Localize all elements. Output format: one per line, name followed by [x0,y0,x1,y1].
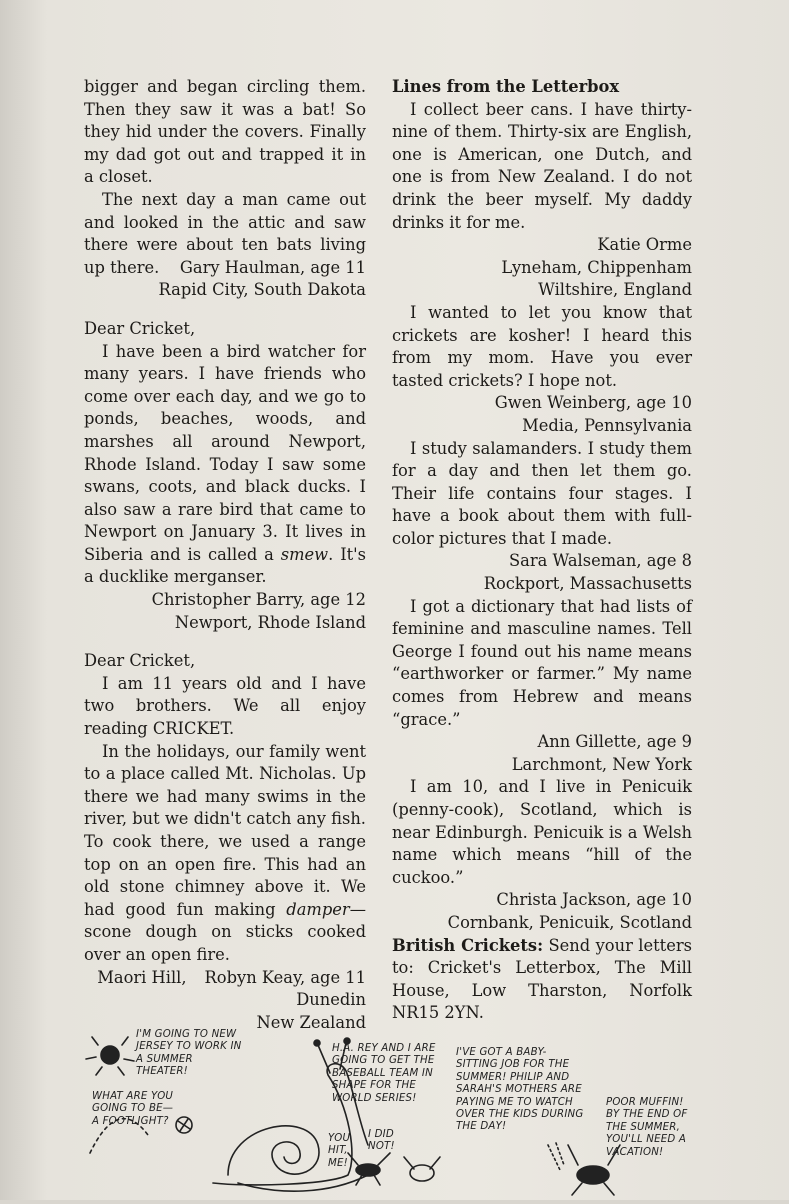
signature-place: Wiltshire, England [538,280,692,300]
speech-bubble: POOR MUFFIN! BY THE END OF THE SUMMER, YOU'LL NEED A VACATION! [606,1097,688,1158]
signature-place: Rapid City, South Dakota [158,280,366,300]
speech-bubble: I'M GOING TO NEW JERSEY TO WORK IN A SUMMER THEATER! [136,1029,242,1078]
signature-place: Larchmont, New York [511,754,692,774]
letter-paragraph [84,341,366,590]
address-note [392,935,692,1025]
signature-place: Rockport, Massachusetts [483,574,692,594]
speech-bubble: I'VE GOT A BABY-SITTING JOB FOR THE SUMMER! PHILIP AND SARAH'S MOTHERS ARE PAYING ME TO WATCH OVER THE KIDS DURING THE DAY! [456,1047,584,1133]
paragraph-text: The next day a man came out and looked in the attic and saw there were about ten bats living up there. [84,189,366,277]
address-label: British Crickets: [392,935,544,955]
speech-bubble: YOU HIT, ME! [328,1133,351,1169]
emphasis: smew [280,544,329,564]
speech-bubble: WHAT ARE YOU GOING TO BE— A FOOTLIGHT? [92,1091,174,1127]
signature-place: Cornbank, Penicuik, Scotland [447,912,692,932]
emphasis: damper [286,899,350,919]
left-column [84,76,366,1034]
speech-bubble: H.A. REY AND I ARE GOING TO GET THE BASEBALL TEAM IN SHAPE FOR THE WORLD SERIES! [332,1043,436,1104]
signature-name: Christopher Barry, age 12 [151,590,366,610]
letter-paragraph: I am 11 years old and I have two brothers. We all enjoy reading CRICKET. [84,673,366,739]
salutation: Dear Cricket, [84,651,196,671]
cricket-icon [348,1153,440,1185]
letter-paragraph: I got a dictionary that had lists of feminine and masculine names. Tell George I found out his name means “earthworker or farmer.” My name comes from Hebrew and means “grace.” [392,596,692,729]
paragraph-text: —scone dough on sticks cooked over an open fire. [84,899,366,964]
letter-paragraph: I collect beer cans. I have thirty-nine of them. Thirty-six are English, one is American, one Dutch, and one is from New Zealand. I do not drink the beer myself. My daddy drinks it for me. [392,99,692,232]
signature-place: New Zealand [256,1012,366,1032]
letter-paragraph [84,189,366,279]
paragraph-text: I have been a bird watcher for many years. I have friends who come over each day, and we go to ponds, beaches, woods, and marshes all around Newport, Rhode Island. Today I saw some swans, coots, and black ducks. I also saw a rare bird that came to Newport on January 3. It lives in Siberia and is called a [84,341,366,564]
salutation: Dear Cricket, [84,318,196,338]
signature-name: Gwen Weinberg, age 10 [494,393,692,413]
signature-name: Katie Orme [597,235,692,255]
right-column [392,76,692,1025]
letter-paragraph [84,741,366,987]
letter-paragraph: I am 10, and I live in Penicuik (penny-cook), Scotland, which is near Edinburgh. Penicuik is a Welsh name which means “hill of the cuckoo.” [392,777,692,887]
address-text: Send your letters to: Cricket's Letterbox, The Mill House, Low Tharston, Norfolk NR15 2YN. [392,935,692,1023]
signature-name: Robyn Keay, age 11 [204,967,366,987]
signature-name: Christa Jackson, age 10 [496,890,692,910]
signature-place: Media, Pennsylvania [522,415,692,435]
paragraph-text: In the holidays, our family went to a place called Mt. Nicholas. Up there we had many swims in the river, but we didn't catch any fish. To cook there, we used a range top on an open fire. This had an old stone chimney above it. We had good fun making [84,741,366,919]
speech-bubble: I DID NOT! [368,1129,395,1153]
signature-name: Gary Haulman, age 11 [179,257,366,277]
signature-name: Ann Gillette, age 9 [537,732,692,752]
bug-icon [86,1037,134,1075]
letter-paragraph: I study salamanders. I study them for a day and then let them go. Their life contains four stages. I have a book about them with full-color pictures that I made. [392,438,692,548]
section-heading: Lines from the Letterbox [392,77,620,96]
paragraph-text: . It's a ducklike merganser. [84,544,366,587]
letter-paragraph: I wanted to let you know that crickets are kosher! I heard this from my mom. Have you ever tasted crickets? I hope not. [392,302,692,390]
signature-place: Newport, Rhode Island [174,612,366,632]
signature-name: Sara Walseman, age 8 [508,551,692,571]
comic-strip [78,1025,708,1200]
signature-place: Maori Hill, Dunedin [97,967,366,1010]
letter-continuation: bigger and began circling them. Then they saw it was a bat! So they hid under the covers. Finally my dad got out and trapped it in a closet. [84,77,366,187]
signature-place: Lyneham, Chippenham [501,257,692,277]
